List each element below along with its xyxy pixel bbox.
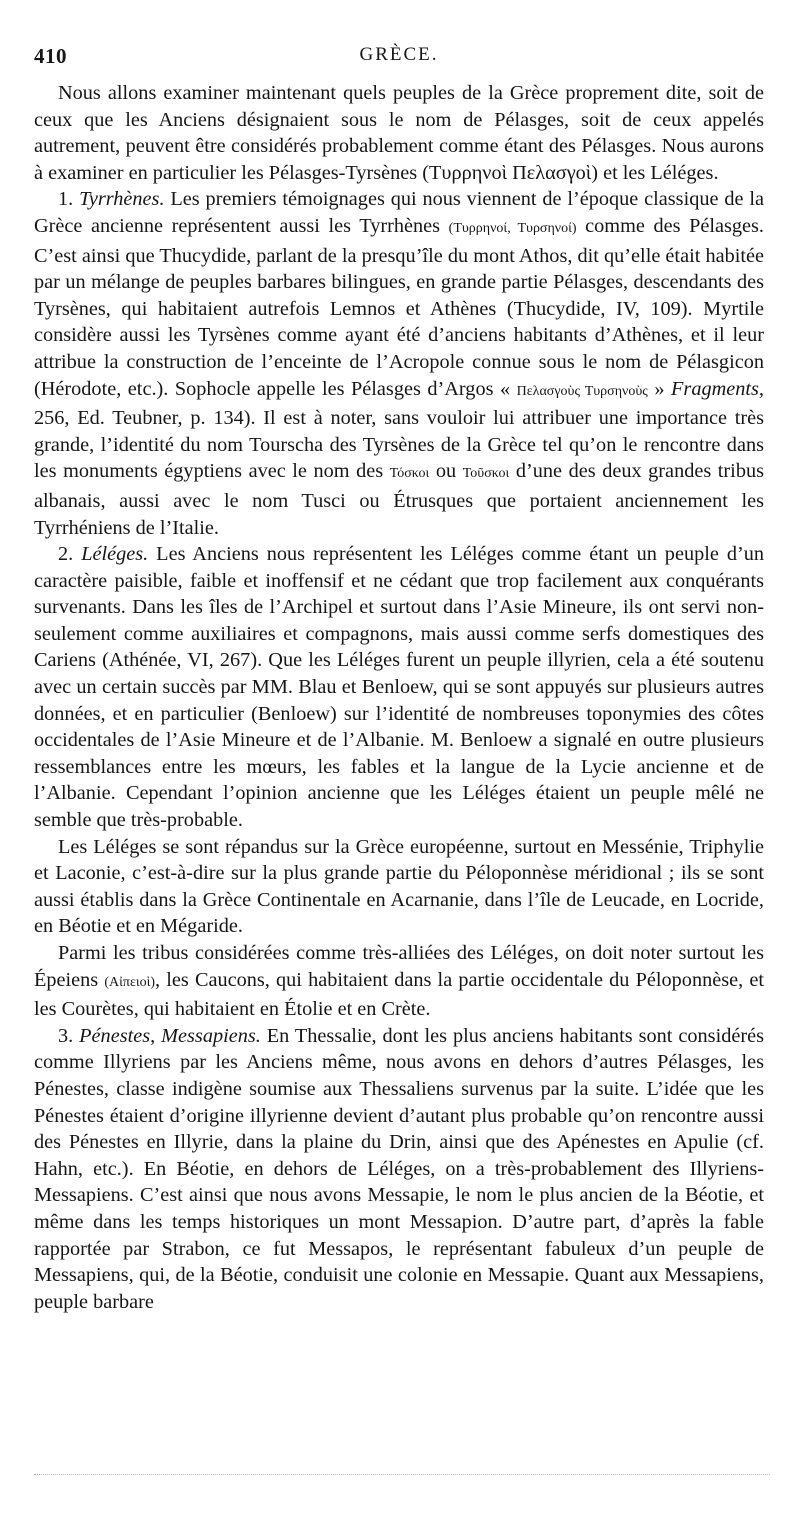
section-number: 1. [58, 188, 74, 211]
paragraph-text: d’une des deux grandes tribus albanais, aussi avec le nom Tusci ou Étrusques que portaient anciennement les Tyrrhéniens de l’Italie. [34, 460, 764, 539]
citation-title: Fragments, [671, 377, 764, 400]
page-number: 410 [34, 44, 67, 68]
footer-rule [34, 1474, 770, 1475]
paragraph-intro: Nous allons examiner maintenant quels peuples de la Grèce proprement dite, soit de ceux que les Anciens désignaient sous le nom de Pélasges, soit de ceux appelés autrement, peuvent être considérés probablement comme étant des Pélasges. Nous aurons à examiner en particulier les Pélasges-Tyrsènes (Τυρρηνοὶ Πελασγοὶ) et les Léléges. [34, 82, 764, 184]
section-number: 2. [58, 543, 74, 566]
running-head [34, 44, 764, 80]
greek-term: (Τυρρηνοί, Τυρσηνοί) [448, 220, 577, 236]
greek-term: Πελασγοὺς Τυρσηνοὺς [516, 383, 648, 399]
paragraph-penestes [34, 1023, 764, 1316]
section-heading: Pénestes, Messapiens. [79, 1024, 261, 1047]
paragraph-text: comme des Pélasges. C’est ainsi que Thucydide, parlant de la presqu’île du mont Athos, dit qu’elle était habitée par un mélange de peuples barbares bilingues, en grande partie Pélasges, descendants des Tyrsènes, qui habitaient autrefois Lemnos et Athènes (Thucydide, IV, 109). Myrtile considère aussi les Tyrsènes comme ayant été d’anciens habitants d’Athènes, et il leur attribue la construction de l’enceinte de l’Acropole connue sous le nom de Pélasgicon (Hérodote, etc.). Sophocle appelle les Pélasges d’Argos « [34, 214, 764, 400]
paragraph-text: » [647, 377, 672, 400]
paragraph-leleges-spread: Les Léléges se sont répandus sur la Grèce européenne, surtout en Messénie, Triphylie et Laconie, c’est-à-dire sur la plus grande partie du Péloponnèse méridional ; ils se sont aussi établis dans la Grèce Continentale en Acarnanie, dans l’île de Leucade, en Locride, en Béotie et en Mégaride. [34, 835, 764, 938]
greek-term: Τόσκοι [389, 466, 430, 482]
paragraph-text: Parmi les tribus considérées comme très-alliées des Léléges, on doit noter surtout les Épeiens [34, 942, 764, 991]
paragraph-text: En Thessalie, dont les plus anciens habitants sont considérés comme Illyriens par les Anciens même, nous avons en dehors d’autres Pélasges, les Pénestes, classe indigène soumise aux Thessaliens survenus par la suite. L’idée que les Pénestes étaient d’origine illyrienne devient d’autant plus probable qu’on rencontre aussi des Pénestes en Illyrie, dans la plaine du Drin, ainsi que des Apénestes en Apulie (cf. Hahn, etc.). En Béotie, en dehors de Léléges, on a très-probablement des Illyriens-Messapiens. C’est ainsi que nous avons Messapie, le nom le plus ancien de la Béotie, et même dans les temps historiques un mont Messapion. D’autre part, d’après la fable rapportée par Strabon, ce fut Messapos, le représentant fabuleux d’un peuple de Messapiens, qui, de la Béotie, conduisit une colonie en Messapie. Quant aux Messapiens, peuple barbare [34, 1024, 764, 1313]
paragraph-leleges [34, 541, 764, 834]
paragraph-text: , les Caucons, qui habitaient dans la partie occidentale du Péloponnèse, et les Courètes, qui habitaient en Étolie et en Crète. [34, 968, 764, 1021]
section-heading: Léléges. [81, 543, 149, 566]
section-number: 3. [58, 1024, 74, 1047]
greek-term: (Αἰπειοὶ) [104, 974, 156, 990]
paragraph-text: Les premiers témoignages qui nous viennent de l’époque classique de la Grèce ancienne représentent aussi les Tyrrhènes [34, 188, 764, 237]
paragraph-text: ou [429, 460, 463, 483]
paragraph-tribes [34, 940, 764, 1023]
body-text [34, 80, 764, 1315]
greek-term: Τοῦσκοι [462, 466, 510, 482]
section-heading: Tyrrhènes. [79, 188, 165, 211]
paragraph-tyrrhenes [34, 186, 764, 541]
running-title: GRÈCE. [359, 44, 439, 65]
paragraph-text: 256, Ed. Teubner, p. 134). Il est à noter, sans vouloir lui attribuer une importance très grande, l’identité du nom Tourscha des Tyrsènes de la Grèce tel qu’on le rencontre dans les monuments égyptiens avec le nom des [34, 407, 764, 483]
paragraph-text: Les Anciens nous représentent les Léléges comme étant un peuple d’un caractère paisible, faible et inoffensif et ne cédant que trop facilement aux conquérants survenants. Dans les îles de l’Archipel et surtout dans l’Asie Mineure, ils ont servi non-seulement comme auxiliaires et compagnons, mais aussi comme serfs domestiques des Cariens (Athénée, VI, 267). Que les Léléges furent un peuple illyrien, cela a été soutenu avec un certain succès par MM. Blau et Benloew, qui se sont appuyés sur plusieurs autres données, et en particulier (Benloew) sur l’identité de nombreuses toponymies des côtes occidentales de l’Asie Mineure et de l’Albanie. M. Benloew a signalé en outre plusieurs ressemblances entre les mœurs, les fables et la langue de la Lycie ancienne et de l’Albanie. Cependant l’opinion ancienne que les Léléges étaient un peuple mêlé ne semble que très-probable. [34, 543, 764, 832]
